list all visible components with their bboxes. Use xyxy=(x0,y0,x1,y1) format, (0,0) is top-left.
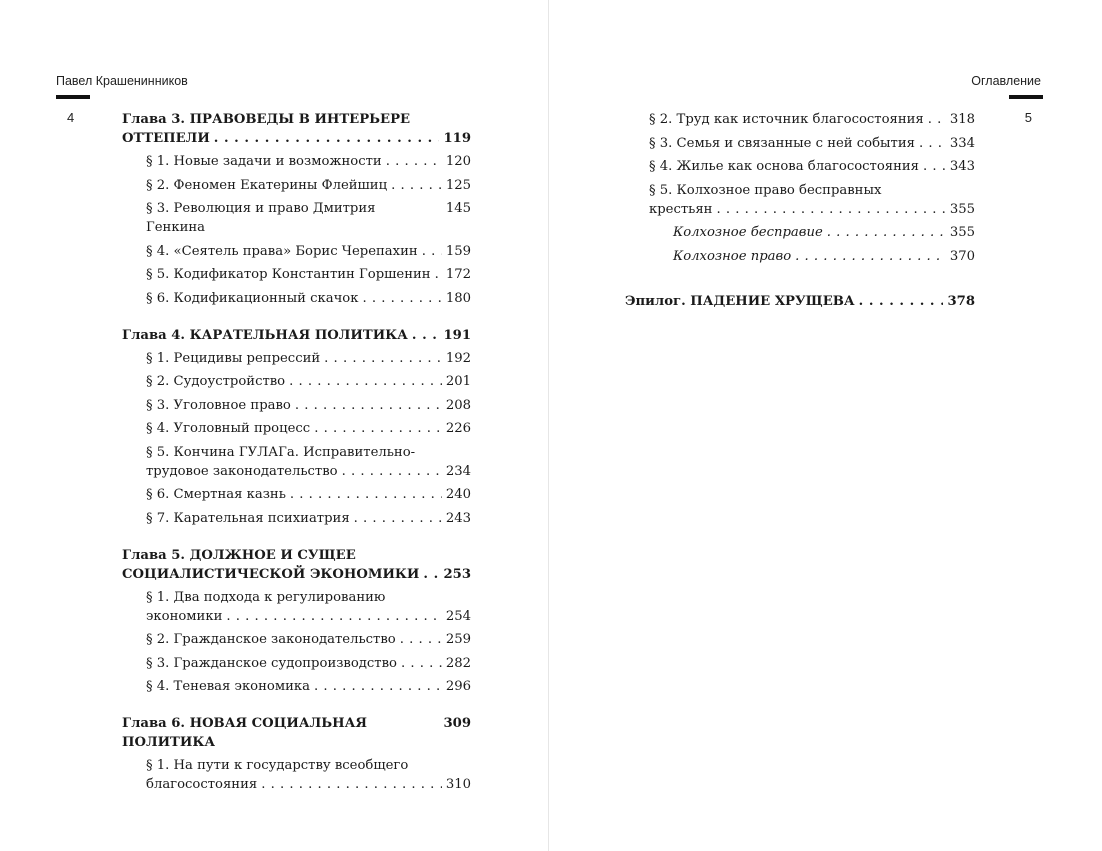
page-ref: 282 xyxy=(445,655,471,671)
leader-dots xyxy=(354,509,442,528)
toc-section[interactable] xyxy=(146,509,471,528)
leader-dots xyxy=(435,265,442,284)
toc-chapter-5[interactable] xyxy=(122,546,471,697)
leader-dots xyxy=(363,289,442,308)
section-title: § 1. Новые задачи и возможности xyxy=(146,154,382,169)
page-ref: 309 xyxy=(443,716,471,731)
page-ref: 119 xyxy=(443,131,471,146)
section-title: § 6. Кодификационный скачок xyxy=(146,290,359,306)
page-ref: 243 xyxy=(445,510,471,526)
section-title: экономики xyxy=(146,608,223,624)
toc-section[interactable] xyxy=(146,485,471,504)
section-title: § 1. На пути к государству всеобщего xyxy=(146,758,409,773)
section-title: благосостояния xyxy=(146,777,258,792)
chapter-title-line: ОТТЕПЕЛИ xyxy=(122,131,210,146)
leader-dots xyxy=(295,396,442,415)
toc-section[interactable] xyxy=(146,176,471,195)
table-of-contents-continued xyxy=(625,110,975,311)
toc-section[interactable] xyxy=(146,443,471,481)
toc-section[interactable] xyxy=(649,110,975,129)
toc-section[interactable] xyxy=(146,588,471,626)
page-ref: 343 xyxy=(949,159,975,174)
table-of-contents xyxy=(122,110,471,812)
page-ref: 234 xyxy=(445,463,471,479)
page-ref: 296 xyxy=(445,679,471,694)
section-title: § 7. Карательная психиатрия xyxy=(146,510,350,526)
head-rule xyxy=(56,95,90,99)
leader-dots xyxy=(412,326,440,345)
right-page xyxy=(549,0,1102,851)
page-ref: 120 xyxy=(445,154,471,169)
toc-subsection[interactable] xyxy=(649,223,975,242)
section-title: § 3. Революция и право Дмитрия Генкина xyxy=(146,201,376,235)
subsection-title: Колхозное право xyxy=(673,248,792,264)
section-title: § 3. Семья и связанные с ней события xyxy=(649,135,915,151)
leader-dots xyxy=(795,247,946,266)
leader-dots xyxy=(401,654,442,673)
page-ref: 253 xyxy=(443,566,471,582)
page-ref: 226 xyxy=(445,421,471,436)
page-number: 5 xyxy=(1024,110,1032,125)
page-ref: 370 xyxy=(949,248,975,264)
chapter-title-line: Глава 3. ПРАВОВЕДЫ В ИНТЕРЬЕРЕ xyxy=(122,112,411,127)
leader-dots xyxy=(324,349,442,368)
chapter-title xyxy=(122,546,471,584)
chapter-title xyxy=(122,714,471,752)
page-ref: 240 xyxy=(445,487,471,502)
page-ref: 208 xyxy=(445,397,471,413)
section-title: § 5. Кодификатор Константин Горшенин xyxy=(146,267,431,282)
leader-dots xyxy=(289,372,442,391)
leader-dots xyxy=(314,677,442,696)
page-ref: 355 xyxy=(949,225,975,240)
section-title: § 5. Кончина ГУЛАГа. Исправительно- xyxy=(146,444,416,460)
leader-dots xyxy=(226,607,441,626)
section-title: трудовое законодательство xyxy=(146,463,338,479)
leader-dots xyxy=(400,630,442,649)
page-ref: 172 xyxy=(445,267,471,282)
leader-dots xyxy=(386,152,442,171)
section-title: § 3. Уголовное право xyxy=(146,397,291,413)
toc-section[interactable] xyxy=(146,396,471,415)
leader-dots xyxy=(919,134,946,153)
chapter-title xyxy=(122,326,471,345)
toc-section[interactable] xyxy=(146,199,471,237)
section-title: § 4. Теневая экономика xyxy=(146,679,311,694)
toc-section[interactable] xyxy=(146,677,471,696)
toc-section[interactable] xyxy=(146,289,471,308)
leader-dots xyxy=(342,462,442,481)
toc-section[interactable] xyxy=(146,152,471,171)
epilog-title: Эпилог. ПАДЕНИЕ ХРУЩЕВА xyxy=(625,293,855,309)
leader-dots xyxy=(716,200,945,219)
toc-section[interactable] xyxy=(146,265,471,284)
section-title: § 3. Гражданское судопроизводство xyxy=(146,655,397,671)
leader-dots xyxy=(423,565,439,584)
section-title: § 6. Смертная казнь xyxy=(146,487,286,502)
leader-dots xyxy=(859,292,944,311)
leader-dots xyxy=(261,775,442,794)
toc-section[interactable] xyxy=(146,349,471,368)
toc-section[interactable] xyxy=(146,630,471,649)
page-ref: 192 xyxy=(445,350,471,366)
section-title: крестьян xyxy=(649,201,713,217)
page-ref: 180 xyxy=(445,290,471,306)
running-head-contents: Оглавление xyxy=(971,74,1041,88)
toc-section[interactable] xyxy=(146,419,471,438)
section-title: § 2. Судоустройство xyxy=(146,374,286,389)
chapter-title xyxy=(122,110,471,148)
leader-dots xyxy=(827,223,946,242)
toc-section[interactable] xyxy=(146,372,471,391)
toc-section[interactable] xyxy=(146,756,471,794)
page-ref: 125 xyxy=(445,177,471,193)
page-ref: 191 xyxy=(443,327,471,343)
toc-subsection[interactable] xyxy=(649,247,975,266)
page-ref: 310 xyxy=(445,777,471,792)
page-ref: 254 xyxy=(445,608,471,624)
toc-section[interactable] xyxy=(649,181,975,219)
toc-chapter-3[interactable] xyxy=(122,110,471,308)
toc-section[interactable] xyxy=(146,242,471,261)
toc-section[interactable] xyxy=(649,134,975,153)
leader-dots xyxy=(923,157,946,176)
page-ref: 355 xyxy=(949,201,975,217)
toc-chapter-6[interactable] xyxy=(122,714,471,794)
section-title: § 5. Колхозное право бесправных xyxy=(649,182,882,198)
section-title: § 1. Рецидивы репрессий xyxy=(146,350,321,366)
toc-epilog[interactable] xyxy=(625,292,975,311)
page-number: 4 xyxy=(67,110,75,125)
leader-dots xyxy=(391,176,442,195)
section-title: § 2. Феномен Екатерины Флейшиц xyxy=(146,177,388,193)
toc-chapter-4[interactable] xyxy=(122,326,471,528)
page-ref: 145 xyxy=(445,201,471,216)
section-title: § 2. Труд как источник благосостояния xyxy=(649,112,924,127)
running-head-author: Павел Крашенинников xyxy=(56,74,188,88)
leader-dots xyxy=(290,485,442,504)
page-ref: 259 xyxy=(445,632,471,647)
page-ref: 201 xyxy=(445,374,471,389)
head-rule xyxy=(1009,95,1043,99)
chapter-title-line: Глава 6. НОВАЯ СОЦИАЛЬНАЯ ПОЛИТИКА xyxy=(122,716,367,750)
leader-dots xyxy=(214,129,440,148)
chapter-title-line: Глава 4. КАРАТЕЛЬНАЯ ПОЛИТИКА xyxy=(122,327,408,343)
subsection-title: Колхозное бесправие xyxy=(673,225,823,240)
page-ref: 318 xyxy=(949,112,975,127)
toc-section[interactable] xyxy=(146,654,471,673)
section-title: § 1. Два подхода к регулированию xyxy=(146,589,386,605)
page-ref: 378 xyxy=(947,293,975,309)
section-title: § 4. Уголовный процесс xyxy=(146,421,311,436)
chapter-title-line: Глава 5. ДОЛЖНОЕ И СУЩЕЕ xyxy=(122,547,356,563)
toc-section[interactable] xyxy=(649,157,975,176)
chapter-title-line: СОЦИАЛИСТИЧЕСКОЙ ЭКОНОМИКИ xyxy=(122,566,420,582)
page-ref: 334 xyxy=(949,135,975,151)
section-title: § 4. Жилье как основа благосостояния xyxy=(649,159,919,174)
leader-dots xyxy=(314,419,442,438)
leader-dots xyxy=(928,110,946,129)
section-title: § 4. «Сеятель права» Борис Черепахин xyxy=(146,243,418,259)
section-title: § 2. Гражданское законодательство xyxy=(146,632,396,647)
leader-dots xyxy=(422,242,442,261)
page-ref: 159 xyxy=(445,243,471,259)
left-page xyxy=(0,0,548,851)
